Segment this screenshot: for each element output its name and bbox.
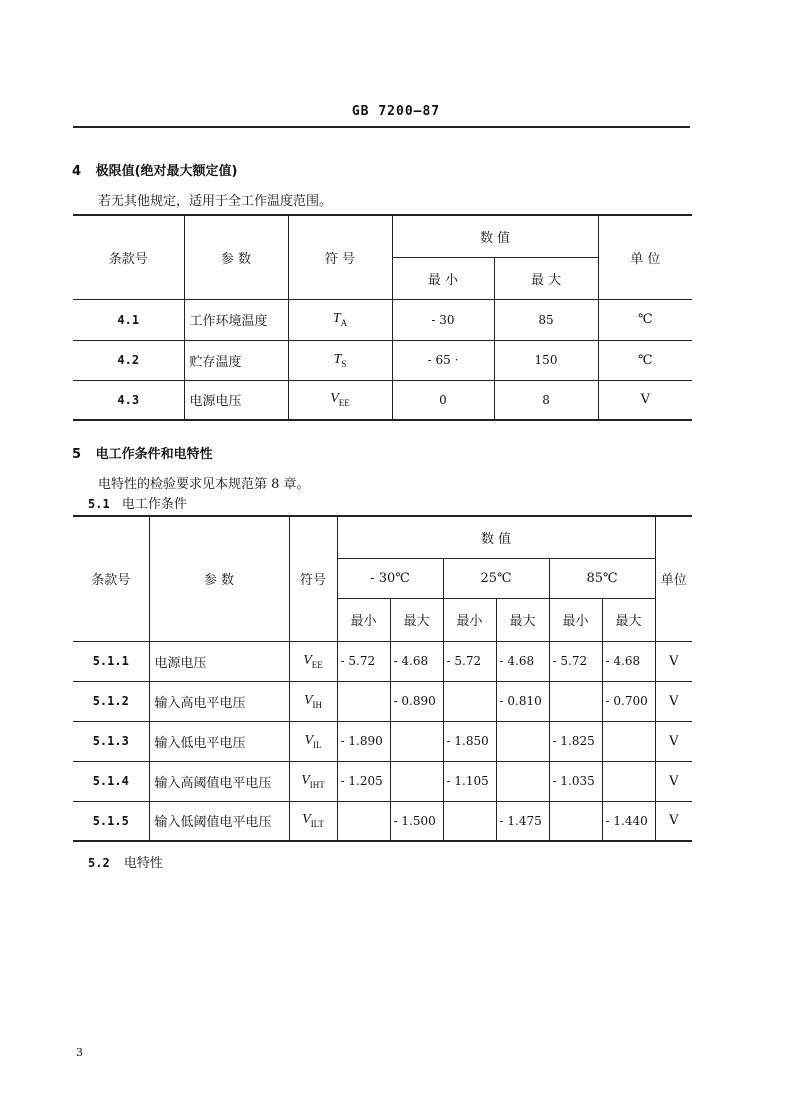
limits-header-min: 最 小 — [392, 257, 494, 299]
symbol: $V_{ILT}$ — [289, 801, 337, 841]
section-5-heading — [72, 443, 213, 462]
op-header-min: 最小 — [443, 598, 496, 641]
value-cell: - 5.72 — [337, 641, 390, 681]
section-4-number: 4 — [72, 164, 82, 179]
unit: V — [598, 380, 692, 420]
value-cell — [443, 801, 496, 841]
clause-number: 5.1.3 — [73, 721, 149, 761]
symbol: $V_{EE}$ — [288, 380, 392, 420]
document-header-title: GB 7200—87 — [351, 104, 441, 119]
table-row — [73, 299, 692, 340]
symbol: $V_{EE}$ — [289, 641, 337, 681]
value-cell: - 1.475 — [496, 801, 549, 841]
op-header-values: 数 值 — [337, 516, 655, 558]
symbol: $V_{IHT}$ — [289, 761, 337, 801]
max-value: 85 — [494, 299, 598, 340]
unit: V — [655, 721, 692, 761]
op-header-min: 最小 — [549, 598, 602, 641]
value-cell — [337, 801, 390, 841]
op-header-max: 最大 — [602, 598, 655, 641]
value-cell: - 1.035 — [549, 761, 602, 801]
min-value: 0 — [392, 380, 494, 420]
param-name: 贮存温度 — [184, 340, 288, 380]
value-cell: - 4.68 — [602, 641, 655, 681]
value-cell — [443, 681, 496, 721]
min-value: - 30 — [392, 299, 494, 340]
header-rule — [73, 126, 690, 128]
value-cell — [549, 681, 602, 721]
subsection-5-1-title: 电工作条件 — [121, 497, 187, 512]
limits-header-symbol: 符 号 — [288, 215, 392, 299]
table-row — [73, 641, 692, 681]
unit: ℃ — [598, 299, 692, 340]
clause-number: 5.1.4 — [73, 761, 149, 801]
param-name: 电源电压 — [149, 641, 289, 681]
section-5-title: 电工作条件和电特性 — [95, 447, 213, 462]
value-cell: - 1.440 — [602, 801, 655, 841]
param-name: 输入高电平电压 — [149, 681, 289, 721]
page-number: 3 — [76, 1046, 83, 1059]
unit: V — [655, 761, 692, 801]
value-cell: - 0.700 — [602, 681, 655, 721]
value-cell: - 1.105 — [443, 761, 496, 801]
max-value: 150 — [494, 340, 598, 380]
value-cell: - 4.68 — [390, 641, 443, 681]
limits-header-param: 参 数 — [184, 215, 288, 299]
op-header-max: 最大 — [496, 598, 549, 641]
value-cell: - 0.810 — [496, 681, 549, 721]
limits-header-values: 数 值 — [392, 215, 598, 257]
table-row — [73, 681, 692, 721]
operating-conditions-table — [73, 515, 692, 842]
op-header-min: 最小 — [337, 598, 390, 641]
section-4-note: 若无其他规定，适用于全工作温度范围。 — [98, 194, 333, 209]
unit: ℃ — [598, 340, 692, 380]
symbol: $T_S$ — [288, 340, 392, 380]
section-5-number: 5 — [72, 447, 82, 462]
clause-number: 5.1.5 — [73, 801, 149, 841]
op-header-unit: 单位 — [655, 516, 692, 641]
clause-number: 5.1.1 — [73, 641, 149, 681]
unit: V — [655, 641, 692, 681]
section-4-title: 极限值(绝对最大额定值) — [95, 164, 238, 179]
value-cell — [337, 681, 390, 721]
param-name: 输入低阈值电平电压 — [149, 801, 289, 841]
value-cell — [602, 721, 655, 761]
subsection-5-2-heading — [88, 852, 163, 871]
value-cell — [390, 761, 443, 801]
value-cell: - 1.500 — [390, 801, 443, 841]
subsection-5-2-number: 5.2 — [88, 856, 110, 870]
value-cell: - 0.890 — [390, 681, 443, 721]
table-row — [73, 380, 692, 420]
table-row — [73, 761, 692, 801]
unit: V — [655, 801, 692, 841]
value-cell: - 1.890 — [337, 721, 390, 761]
value-cell: - 1.850 — [443, 721, 496, 761]
limits-header-unit: 单 位 — [598, 215, 692, 299]
value-cell: - 1.825 — [549, 721, 602, 761]
table-row — [73, 801, 692, 841]
clause-number: 4.2 — [73, 340, 184, 380]
limits-table — [73, 214, 692, 421]
limits-header-max: 最 大 — [494, 257, 598, 299]
table-row — [73, 721, 692, 761]
subsection-5-2-title: 电特性 — [123, 856, 163, 871]
value-cell: - 5.72 — [549, 641, 602, 681]
clause-number: 4.3 — [73, 380, 184, 420]
subsection-5-1-heading — [88, 493, 187, 512]
value-cell: - 4.68 — [496, 641, 549, 681]
subsection-5-1-number: 5.1 — [88, 497, 110, 511]
value-cell — [496, 721, 549, 761]
max-value: 8 — [494, 380, 598, 420]
op-header-clause: 条款号 — [73, 516, 149, 641]
value-cell — [390, 721, 443, 761]
min-value: - 65 · — [392, 340, 494, 380]
param-name: 输入高阈值电平电压 — [149, 761, 289, 801]
value-cell — [549, 801, 602, 841]
clause-number: 5.1.2 — [73, 681, 149, 721]
limits-header-clause: 条款号 — [73, 215, 184, 299]
op-header-temp-25: 25℃ — [443, 558, 549, 598]
param-name: 输入低电平电压 — [149, 721, 289, 761]
op-header-temp-minus30: - 30℃ — [337, 558, 443, 598]
table-row — [73, 340, 692, 380]
op-header-max: 最大 — [390, 598, 443, 641]
symbol: $T_A$ — [288, 299, 392, 340]
value-cell — [496, 761, 549, 801]
param-name: 电源电压 — [184, 380, 288, 420]
value-cell: - 1.205 — [337, 761, 390, 801]
symbol: $V_{IL}$ — [289, 721, 337, 761]
param-name: 工作环境温度 — [184, 299, 288, 340]
symbol: $V_{IH}$ — [289, 681, 337, 721]
unit: V — [655, 681, 692, 721]
clause-number: 4.1 — [73, 299, 184, 340]
op-header-symbol: 符号 — [289, 516, 337, 641]
value-cell: - 5.72 — [443, 641, 496, 681]
section-5-note: 电特性的检验要求见本规范第 8 章。 — [98, 477, 310, 492]
op-header-param: 参 数 — [149, 516, 289, 641]
op-header-temp-85: 85℃ — [549, 558, 655, 598]
value-cell — [602, 761, 655, 801]
section-4-heading — [72, 160, 237, 179]
